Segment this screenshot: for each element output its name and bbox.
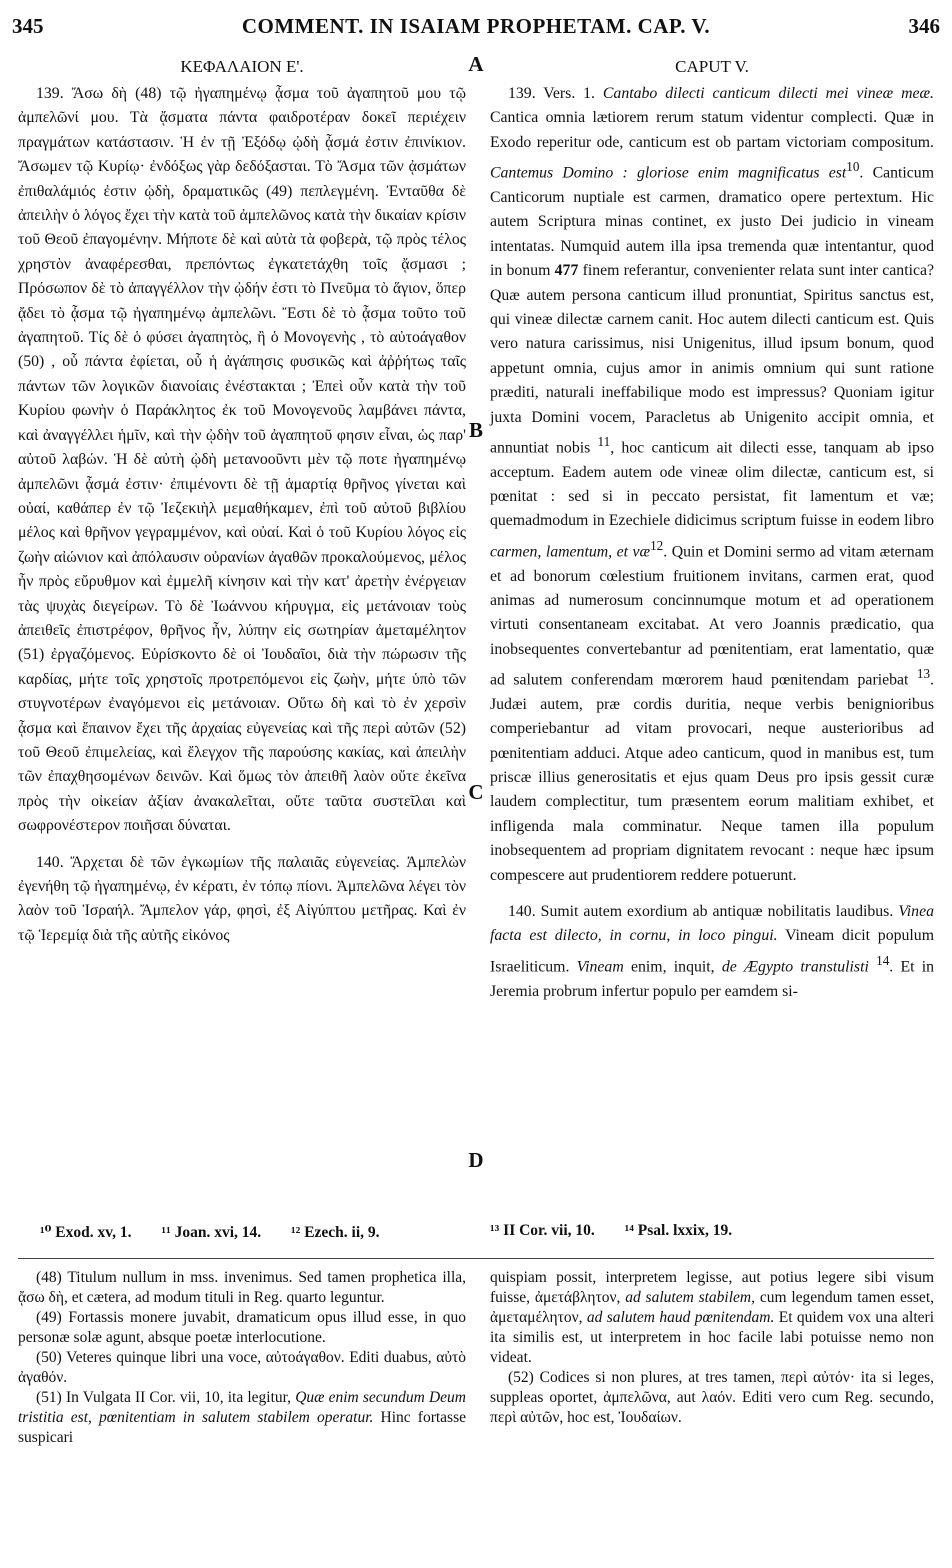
note-51 (18, 1388, 466, 1448)
text-run: . Canticum Canticorum nuptiale est carmen, dramatico opere pertextum. Hic autem Scriptura minas continet, ex justo Dei judicio in vineam intentatas. Numquid autem illa ipsa tremenda quæ intentantur, quod in bonum (490, 164, 934, 280)
text-run: cum legendum tamen esset, ἀμεταμέλητον, (490, 1289, 934, 1326)
footnotes-left (40, 1222, 460, 1242)
italic-quote: Cantabo dilecti canticum dilecti mei vineæ meæ. (602, 85, 935, 102)
running-header (0, 14, 952, 42)
text-run: Hinc fortasse suspicari (18, 1409, 466, 1446)
italic-quote: de Ægypto transtulisti (721, 958, 869, 976)
editor-notes-right (490, 1268, 934, 1428)
note-52: (52) Codices si non plures, at tres tamen, περὶ αὐτόν· ita si leges, suppleas oportet, ἀμπελῶνα, aut λαόν. Editi vero cum Reg. secundo, περὶ αὐτῶν, hoc est, Ἰουδαίων. (490, 1369, 934, 1426)
italic-quote: Cantemus Domino : gloriose enim magnificatus est (490, 164, 847, 182)
footnote-ref: 13 (916, 666, 931, 682)
text-run: . Quin et Domini sermo ad vitam æternam et ad bonorum cœlestium fruitionem invitans, carmen erat, quod animas ad numerosum concinnumque motum et ad operationem virtuti consentaneam excitabat. At vero Joannis prædicatio, qua inobsequentes convertebantur ad pœnitentiam, erat lamentatio, quæ ad salutem conferendam mœrorem haud pœnitendam pariebat (490, 543, 934, 689)
note-48: (48) Titulum nullum in mss. invenimus. Sed tamen prophetica illa, ᾄσω δὴ, et cætera, ad modum tituli in Reg. quarto leguntur. (18, 1269, 466, 1306)
running-title: COMMENT. IN ISAIAM PROPHETAM. CAP. V. (241, 14, 711, 38)
italic-quote: Vinea facta est dilecto, in cornu, in loco pingui. (490, 903, 934, 945)
page-number-left: 345 (12, 14, 44, 38)
italic-quote: Quæ enim secundum Deum tristitia est, pœnitentiam in salutem stabilem operatur. (18, 1389, 466, 1426)
greek-paragraph-140: 140. Ἄρχεται δὲ τῶν ἐγκωμίων τῆς παλαιᾶς εὐγενείας. Ἀμπελὼν ἐγενήθη τῷ ἠγαπημένῳ, ἐν κέρατι, ἐν τόπῳ πίονι. Ἀμπελῶνα λέγει τὸν λαὸν τοῦ Ἰσραήλ. Ἄμπελον γάρ, φησὶ, ἐξ Αἰγύπτου μετῆρας. Καὶ ἐν τῷ Ἱερεμίᾳ διὰ τῆς αὐτῆς εἰκόνος (18, 853, 466, 944)
footnotes-right (490, 1222, 930, 1240)
italic-quote: Vineam (576, 958, 624, 976)
italic-quote: carmen, lamentum, et væ (490, 543, 651, 561)
text-run: (51) In Vulgata II Cor. vii, 10, ita legitur, (36, 1389, 292, 1406)
greek-column (18, 56, 466, 948)
footnote-ref: 12 (650, 537, 664, 553)
footnote-divider (18, 1258, 934, 1259)
footnote: ¹² Ezech. ii, 9. (291, 1224, 380, 1241)
margin-marker-c: C (468, 780, 484, 804)
text-run: enim, inquit, (631, 958, 715, 976)
footnote: ¹³ II Cor. vii, 10. (490, 1222, 595, 1239)
margin-marker-b: B (468, 418, 483, 442)
latin-chapter-heading: CAPUT V. (675, 57, 749, 76)
text-run: Cantica omnia lætiorem rerum statum videntur complecti. Quæ in Exodo reperitur ode, canticum est ob partam victoriam compositum. (490, 109, 934, 151)
text-run: . Judæi autem, præ cordis duritia, neque verbis benignioribus comperiebantur ad vitam provocari, neque austerioribus ad pœnitentiam adduci. Atque adeo canticum, quod in manibus est, tum priscæ illius generositatis et ejus quam Deus pro ipsis gessit curæ laudem complectitur, tum præsentem eorum malitiam exhibet, et infligenda mala comminatur. Neque tamen illa populum inobsequentem ad propriam dignitatem revocant : neque hæc ipsum compescere aut prudentiorem reddere potuerunt. (490, 671, 934, 884)
margin-marker-a: A (468, 52, 484, 76)
margin-marker-d: D (468, 1148, 484, 1172)
note-50: (50) Veteres quinque libri una voce, αὐτοάγαθον. Editi duabus, αὐτὸ ἀγαθόν. (18, 1349, 466, 1386)
text-run: . Et in Jeremia probrum infertur populo per eamdem si- (490, 958, 935, 1000)
italic-quote: ad salutem stabilem, (625, 1289, 755, 1306)
page-number-right: 346 (908, 14, 940, 38)
text-run: , hoc canticum ait dilecti esse, tanquam ab ipso acceptum. Eadem autem ode vineæ olim dilectæ, canticum est, si pœnitat : sed si in peccato persistat, fit lamentum et væ; quemadmodum in Ezechiele didicimus scriptum fuisse in eodem libro (490, 439, 934, 530)
text-run: 140. Sumit autem exordium ab antiquæ nobilitatis laudibus. (508, 903, 894, 921)
footnote: ¹⁴ Psal. lxxix, 19. (624, 1222, 733, 1239)
note-49: (49) Fortassis monere juvabit, dramaticum opus illud esse, in quo personæ solæ agunt, absque poetæ interlocutione. (18, 1309, 466, 1346)
footnote-ref: 10 (846, 159, 860, 175)
text-run: Et quidem vox una alteri ita similis est, ut interpretem in hoc facile labi potuisse nemo non videat. (490, 1309, 935, 1366)
verse-label: 139. Vers. 1. (508, 85, 595, 102)
latin-column (490, 56, 934, 1004)
latin-paragraph-139 (490, 82, 934, 888)
greek-paragraph-139: 139. Ἄσω δὴ (48) τῷ ἠγαπημένῳ ᾆσμα τοῦ ἀγαπητοῦ μου τῷ ἀμπελῶνί μου. Τὰ ᾄσματα πάντα φαιδροτέραν δοκεῖ περιέχειν πραγμάτων κατάστασιν. Ἡ ἐν τῇ Ἐξόδῳ ᾠδὴ ᾆσμά ἐστιν ἐπινίκιον. Ἄσωμεν τῷ Κυρίῳ· ἐνδόξως γὰρ δεδόξασται. Τὸ Ἄσμα τῶν ᾀσμάτων ἐπιθαλάμιός ἐστιν ᾠδὴ, δραματικῶς (49) πεπλεγμένη. Ἐνταῦθα δὲ ἀπειλὴν ὁ λόγος ἔχει τὴν κατὰ τοῦ ἀμπελῶνος κατὰ τὴν δικαίαν κρίσιν τοῦ Θεοῦ ἐπαγομένην. Μήποτε δὲ καὶ αὐτὰ τὰ φοβερὰ, τῷ πρὸς τέλος χρηστὸν ἀναφέρεσθαι, πρεπόντως ἐγκατετάχθη τοῖς ᾄσμασι ; Πρόσωπον δὲ τὸ ἀπαγγέλλον τὴν ᾠδήν ἐστι τὸ Πνεῦμα τὸ ἅγιον, ὅπερ ᾄδει τὸ ᾆσμα τῷ ἠγαπημένῳ ἀμπελῶνι. Ἔστι δὲ τὸ ᾆσμα τοῦτο τοῦ ἀγαπητοῦ. Τίς δὲ ὁ φύσει ἀγαπητὸς, ἢ ὁ Μονογενὴς , τὸ αὐτοάγαθον (50) , οὗ πάντα ἐφίεται, οὗ ἡ ἀγάπησις φυσικῶς καὶ ἀῤῥήτως ταῖς πάντων τῶν λογικῶν διανοίαις ἐνέστακται ; Ἐπεὶ οὖν κατὰ τὴν τοῦ Κυρίου φωνὴν ὁ Παράκλητος ἐκ τοῦ Μονογενοῦς λαμβάνει πάντα, καὶ ἀναγγέλλει ἡμῖν, καὶ τὴν ᾠδὴν τοῦ ἀγαπητοῦ φησιν εἶναι, ὡς παρ' αὐτοῦ λαβών. Ἡ δὲ αὐτὴ ᾠδὴ μετανοοῦντι μὲν τῷ ποτε ἠγαπημένῳ ἀμπελῶνι ᾆσμά ἐστιν· ἐπιμένοντι δὲ τῇ ἁμαρτίᾳ θρῆνος γίνεται καὶ οὐαί, καθάπερ ἐν τῷ Ἰεζεκιὴλ μεμαθήκαμεν, ἐπὶ τοῦ αὐτοῦ βιβλίου μέλος καὶ θρῆνον γεγραμμένον, καὶ οὐαί. Καὶ ὁ τοῦ Κυρίου λόγος εἰς ζωὴν αἰώνιον καὶ ἀπόλαυσιν οὐρανίων ἀγαθῶν προκαλούμενος, μέλος ἦν πρὸς εὔρυθμον καὶ ἐμμελῆ κίνησιν καὶ τὴν κατ' ἀρετὴν ἐνέργειαν τὰς ψυχὰς διεγείρων. Τὸ δὲ Ἰωάννου κήρυγμα, εἰς μετάνοιαν τοὺς ἀπειθεῖς ἐπιστρέφον, θρῆνος ἦν, λύπην εἰς σωτηρίαν ἀμεταμέλητον (51) ἐργαζόμενος. Εὑρίσκοντο δὲ οἱ Ἰουδαῖοι, διὰ τὴν πώρωσιν τῆς καρδίας, μήτε τοῖς χρηστοῖς προτρεπόμενοι εἰς ζωὴν, μήτε ὑπὸ τῶν στυγνοτέρων ἐναγόμενοι εἰς μετάνοιαν. Οὕτω δὴ καὶ τὸ ἐν χερσὶν ᾆσμα καὶ ἔπαινον ἔχει τῆς ἀρχαίας εὐγενείας καὶ τῆς περὶ αὐτῶν (52) τοῦ Θεοῦ ἐπιμελείας, καὶ ἔλεγχον τῆς παρούσης κακίας, καὶ ἀπειλὴν τῶν ἐπαχθησομένων δεινῶν. Καὶ ὅμως τὸν ἀπειθῆ λαὸν οὔτε ἐκεῖνα πρὸς τὴν οἰκείαν ἀξίαν ἀνακαλεῖται, οὔτε ταῦτα συστεῖλαι καὶ σωφρονέστερον ποιῆσαι δύναται. (18, 85, 466, 835)
italic-quote: ad salutem haud pœnitendam. (586, 1309, 775, 1326)
latin-paragraph-140 (490, 900, 934, 1004)
footnote: ¹⁰ Exod. xv, 1. (40, 1224, 132, 1241)
footnote-ref: 11 (597, 433, 611, 449)
text-run: finem referantur, convenienter relata sunt inter cantica? Quæ autem persona canticum illud pronuntiat, Spiritus sanctus est, qui vineæ dilectæ carnem canit. Hoc autem dilecti canticum est. Quis vero natura carissimus, nisi Unigenitus, illud ipsum bonum, quod appetunt omnia, cujus amor in animis omnium qui sunt ratione præditi, naturali ineffabilique modo est impressus? Quoniam igitur juxta Domini vocem, Paracletus ab Unigenito accipit omnia, et annuntiat nobis (490, 262, 935, 457)
text-run: quispiam possit, interpretem legisse, aut potius legere sibi visum fuisse, ἀμετάβλητον, (490, 1269, 934, 1306)
footnote-ref: 14 (876, 952, 890, 968)
editor-notes-left (18, 1268, 466, 1448)
text-run: Vineam dicit populum Israeliticum. (490, 927, 934, 976)
marginal-page-number: 477 (554, 262, 579, 280)
greek-chapter-heading: ΚΕΦΑΛΑΙΟΝ Ε'. (180, 57, 304, 76)
footnote: ¹¹ Joan. xvi, 14. (161, 1224, 262, 1241)
note-51-continued (490, 1268, 934, 1368)
